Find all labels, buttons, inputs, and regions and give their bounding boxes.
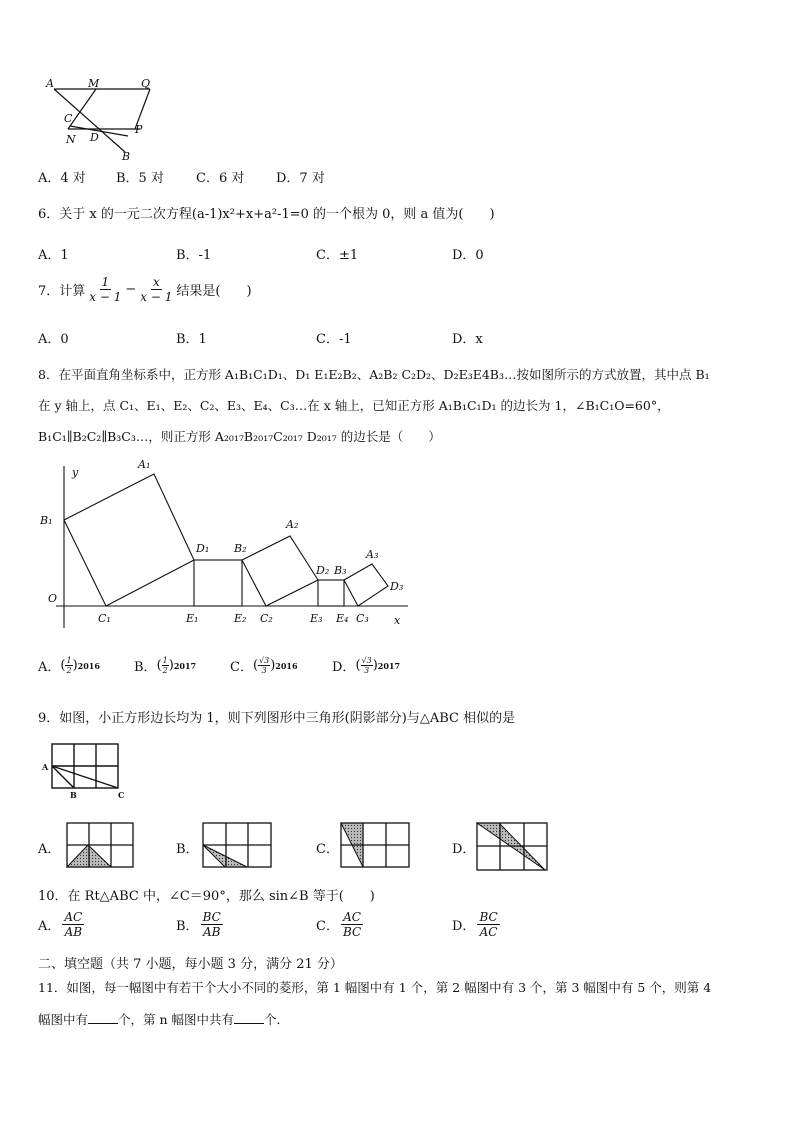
q11-line-1: 11．如图，每一幅图中有若干个大小不同的菱形，第 1 幅图中有 1 个，第 2 幅图中有 3 个，第 3 幅图中有 5 个，则第 4 [38, 980, 712, 995]
label-D2: D₂ [316, 564, 330, 577]
label-E4: E₄ [336, 612, 349, 625]
q9-reference-figure [40, 740, 140, 804]
q8-option-a[interactable]: A． ( $\frac{1}{2}$ ) 2016 [38, 656, 100, 675]
q10-option-a-frac [62, 910, 84, 939]
q8-option-a-num: 1 [66, 656, 72, 665]
q8-option-a-frac [65, 656, 72, 675]
q10-option-c-den: BC [342, 925, 362, 939]
label-D3: D₃ [390, 580, 404, 593]
q8-option-a-den: 2 [66, 666, 72, 675]
q11-line-2-b: 个，第 n 幅图中共有 [118, 1012, 235, 1027]
q8-option-c-letter: C． [230, 660, 253, 675]
q7-fraction-1 [87, 275, 123, 304]
segment-CD [70, 126, 128, 136]
label-x: x [394, 614, 401, 627]
label-D1: D₁ [196, 542, 210, 555]
q10-option-d-frac [477, 910, 499, 939]
label-B1: B₁ [40, 514, 53, 527]
q8-option-a-exp: 2016 [77, 660, 100, 671]
q6-option-c[interactable]: C．±1 [316, 248, 359, 263]
q10-option-c-num: AC [343, 910, 361, 924]
q7-minus: − [125, 282, 137, 297]
q7-option-b[interactable]: B．1 [176, 332, 207, 347]
q10-option-d-num: BC [479, 910, 498, 924]
triangle-side-AC [52, 766, 118, 788]
label-C2: C₂ [260, 612, 273, 625]
label-A1: A₁ [138, 458, 151, 471]
q8-figure [36, 452, 416, 632]
q8-option-c-exp: 2016 [275, 660, 298, 671]
q10-option-a[interactable] [38, 910, 86, 939]
q10-option-d-den: AC [479, 925, 498, 939]
q9-option-b[interactable]: B． [176, 842, 199, 857]
q8-option-c-num: √3 [259, 656, 270, 665]
q9-option-b-figure[interactable] [200, 818, 274, 870]
q7-option-d[interactable]: D．x [452, 332, 483, 347]
label-E2: E₂ [234, 612, 247, 625]
q10-option-c-frac [341, 910, 363, 939]
q10-option-a-letter: A． [38, 919, 61, 934]
label-O: O [48, 592, 58, 605]
q9-option-c[interactable]: C． [316, 842, 339, 857]
q8-line-1: 8．在平面直角坐标系中，正方形 A₁B₁C₁D₁、D₁ E₁E₂B₂、A₂B₂ C₂D₂、D₂E₃E4B₃…按如图所示的方式放置，其中点 B₁ [38, 367, 710, 382]
q7-option-a[interactable]: A．0 [38, 332, 69, 347]
square-D1E1E2B2 [194, 560, 242, 606]
q10-option-a-den: AB [64, 925, 83, 939]
q8-option-d-exp: 2017 [377, 660, 401, 671]
q8-line-3: B₁C₁∥B₂C₂∥B₃C₃…，则正方形 A₂₀₁₇B₂₀₁₇C₂₀₁₇ D₂₀₁₇ 的边长是（ ） [38, 429, 441, 444]
q7-stem [38, 275, 252, 304]
label-y: y [72, 466, 79, 479]
q10-stem: 10．在 Rt△ABC 中，∠C＝90°，那么 sin∠B 等于( ) [38, 889, 375, 904]
label-A: A [46, 77, 54, 90]
label-B3: B₃ [334, 564, 347, 577]
q8-option-b[interactable]: B． ( $\frac{1}{2}$ ) 2017 [134, 656, 197, 675]
q11-line-2-a: 幅图中有 [38, 1012, 89, 1027]
q8-option-d-letter: D． [332, 660, 356, 675]
q7-option-c[interactable]: C．-1 [316, 332, 352, 347]
q9-option-a[interactable]: A． [38, 842, 61, 857]
label-D: D [90, 131, 99, 144]
q8-option-b-frac [162, 656, 169, 675]
label-E1: E₁ [186, 612, 199, 625]
label-C: C [118, 790, 125, 800]
q11-blank-2[interactable] [234, 1011, 264, 1024]
label-C: C [64, 112, 73, 125]
q5-option-c[interactable]: C．6 对 [196, 171, 245, 186]
q5-option-d[interactable]: D．7 对 [276, 171, 325, 186]
q7-frac2-den: x − 1 [140, 290, 173, 304]
q10-option-b-num: BC [202, 910, 221, 924]
q9-option-d-figure[interactable] [474, 818, 552, 874]
q8-option-c[interactable]: C． ( $\frac{√3}{3}$ ) 2016 [230, 656, 298, 675]
q8-line-2: 在 y 轴上，点 C₁、E₁、E₂、C₂、E₃、E₄、C₃…在 x 轴上，已知正方形 A₁B₁C₁D₁ 的边长为 1，∠B₁C₁O=60°， [38, 398, 670, 413]
q7-suffix: 结果是( ) [176, 284, 252, 299]
q10-option-b-letter: B． [176, 919, 199, 934]
q6-option-b[interactable]: B．-1 [176, 248, 212, 263]
q7-prefix: 7．计算 [38, 284, 86, 299]
square-A2B2C2D2 [242, 536, 318, 606]
square-A3B3C3D3 [344, 564, 388, 606]
q8-option-d-den: 3 [364, 666, 370, 675]
q10-option-b[interactable] [176, 910, 225, 939]
q8-option-c-frac [258, 656, 270, 675]
q10-option-b-den: AB [202, 925, 221, 939]
label-N: N [66, 133, 76, 146]
q7-frac2-num: x [152, 275, 160, 289]
q11-line-2-c: 个． [264, 1012, 290, 1027]
label-B: B [122, 150, 131, 163]
q5-figure [40, 74, 170, 164]
label-M: M [88, 77, 100, 90]
q10-option-d-letter: D． [452, 919, 476, 934]
label-B: B [70, 790, 77, 800]
q9-stem: 9．如图，小正方形边长均为 1，则下列图形中三角形(阴影部分)与△ABC 相似的是 [38, 711, 516, 726]
label-B2: B₂ [234, 542, 247, 555]
q7-frac1-den: x − 1 [89, 290, 122, 304]
section-2-title: 二、填空题（共 7 小题，每小题 3 分，满分 21 分） [38, 957, 343, 972]
square-D2E3E4B3 [318, 580, 344, 606]
label-A2: A₂ [286, 518, 299, 531]
q7-frac1-num: 1 [101, 275, 110, 289]
q11-blank-1[interactable] [88, 1011, 118, 1024]
label-A3: A₃ [366, 548, 379, 561]
square-A1B1C1D1 [64, 474, 194, 606]
q8-option-b-den: 2 [162, 666, 168, 675]
q10-option-a-num: AC [64, 910, 83, 924]
q10-option-b-frac [201, 910, 223, 939]
q9-option-a-figure[interactable] [64, 818, 136, 870]
label-Q: Q [141, 77, 151, 90]
label-E3: E₃ [310, 612, 323, 625]
label-C3: C₃ [356, 612, 369, 625]
q10-option-c-letter: C． [316, 919, 339, 934]
q10-option-d[interactable] [452, 910, 502, 939]
q6-stem: 6．关于 x 的一元二次方程(a-1)x²+x+a²-1=0 的一个根为 0，则 a 值为( ) [38, 207, 495, 222]
q9-option-c-figure[interactable] [338, 818, 412, 870]
q8-option-c-den: 3 [261, 666, 267, 675]
label-A: A [42, 762, 49, 772]
q10-option-c[interactable] [316, 910, 365, 939]
q8-option-b-exp: 2017 [173, 660, 197, 671]
q6-option-d[interactable]: D．0 [452, 248, 484, 263]
q8-option-b-letter: B． [134, 660, 157, 675]
q8-option-d-num: √3 [361, 656, 372, 665]
q9-option-d[interactable]: D． [452, 842, 476, 857]
q8-option-d[interactable]: D． ( $\frac{√3}{3}$ ) 2017 [332, 656, 401, 675]
q8-option-d-frac [361, 656, 373, 675]
label-P: P [135, 123, 143, 136]
q8-option-a-letter: A． [38, 660, 61, 675]
q5-option-a[interactable]: A．4 对 [38, 171, 86, 186]
label-C1: C₁ [98, 612, 111, 625]
q8-option-b-num: 1 [162, 656, 168, 665]
q7-fraction-2 [138, 275, 174, 304]
q6-option-a[interactable]: A．1 [38, 248, 69, 263]
q11-line-2 [38, 1010, 289, 1028]
q5-option-b[interactable]: B．5 对 [116, 171, 164, 186]
